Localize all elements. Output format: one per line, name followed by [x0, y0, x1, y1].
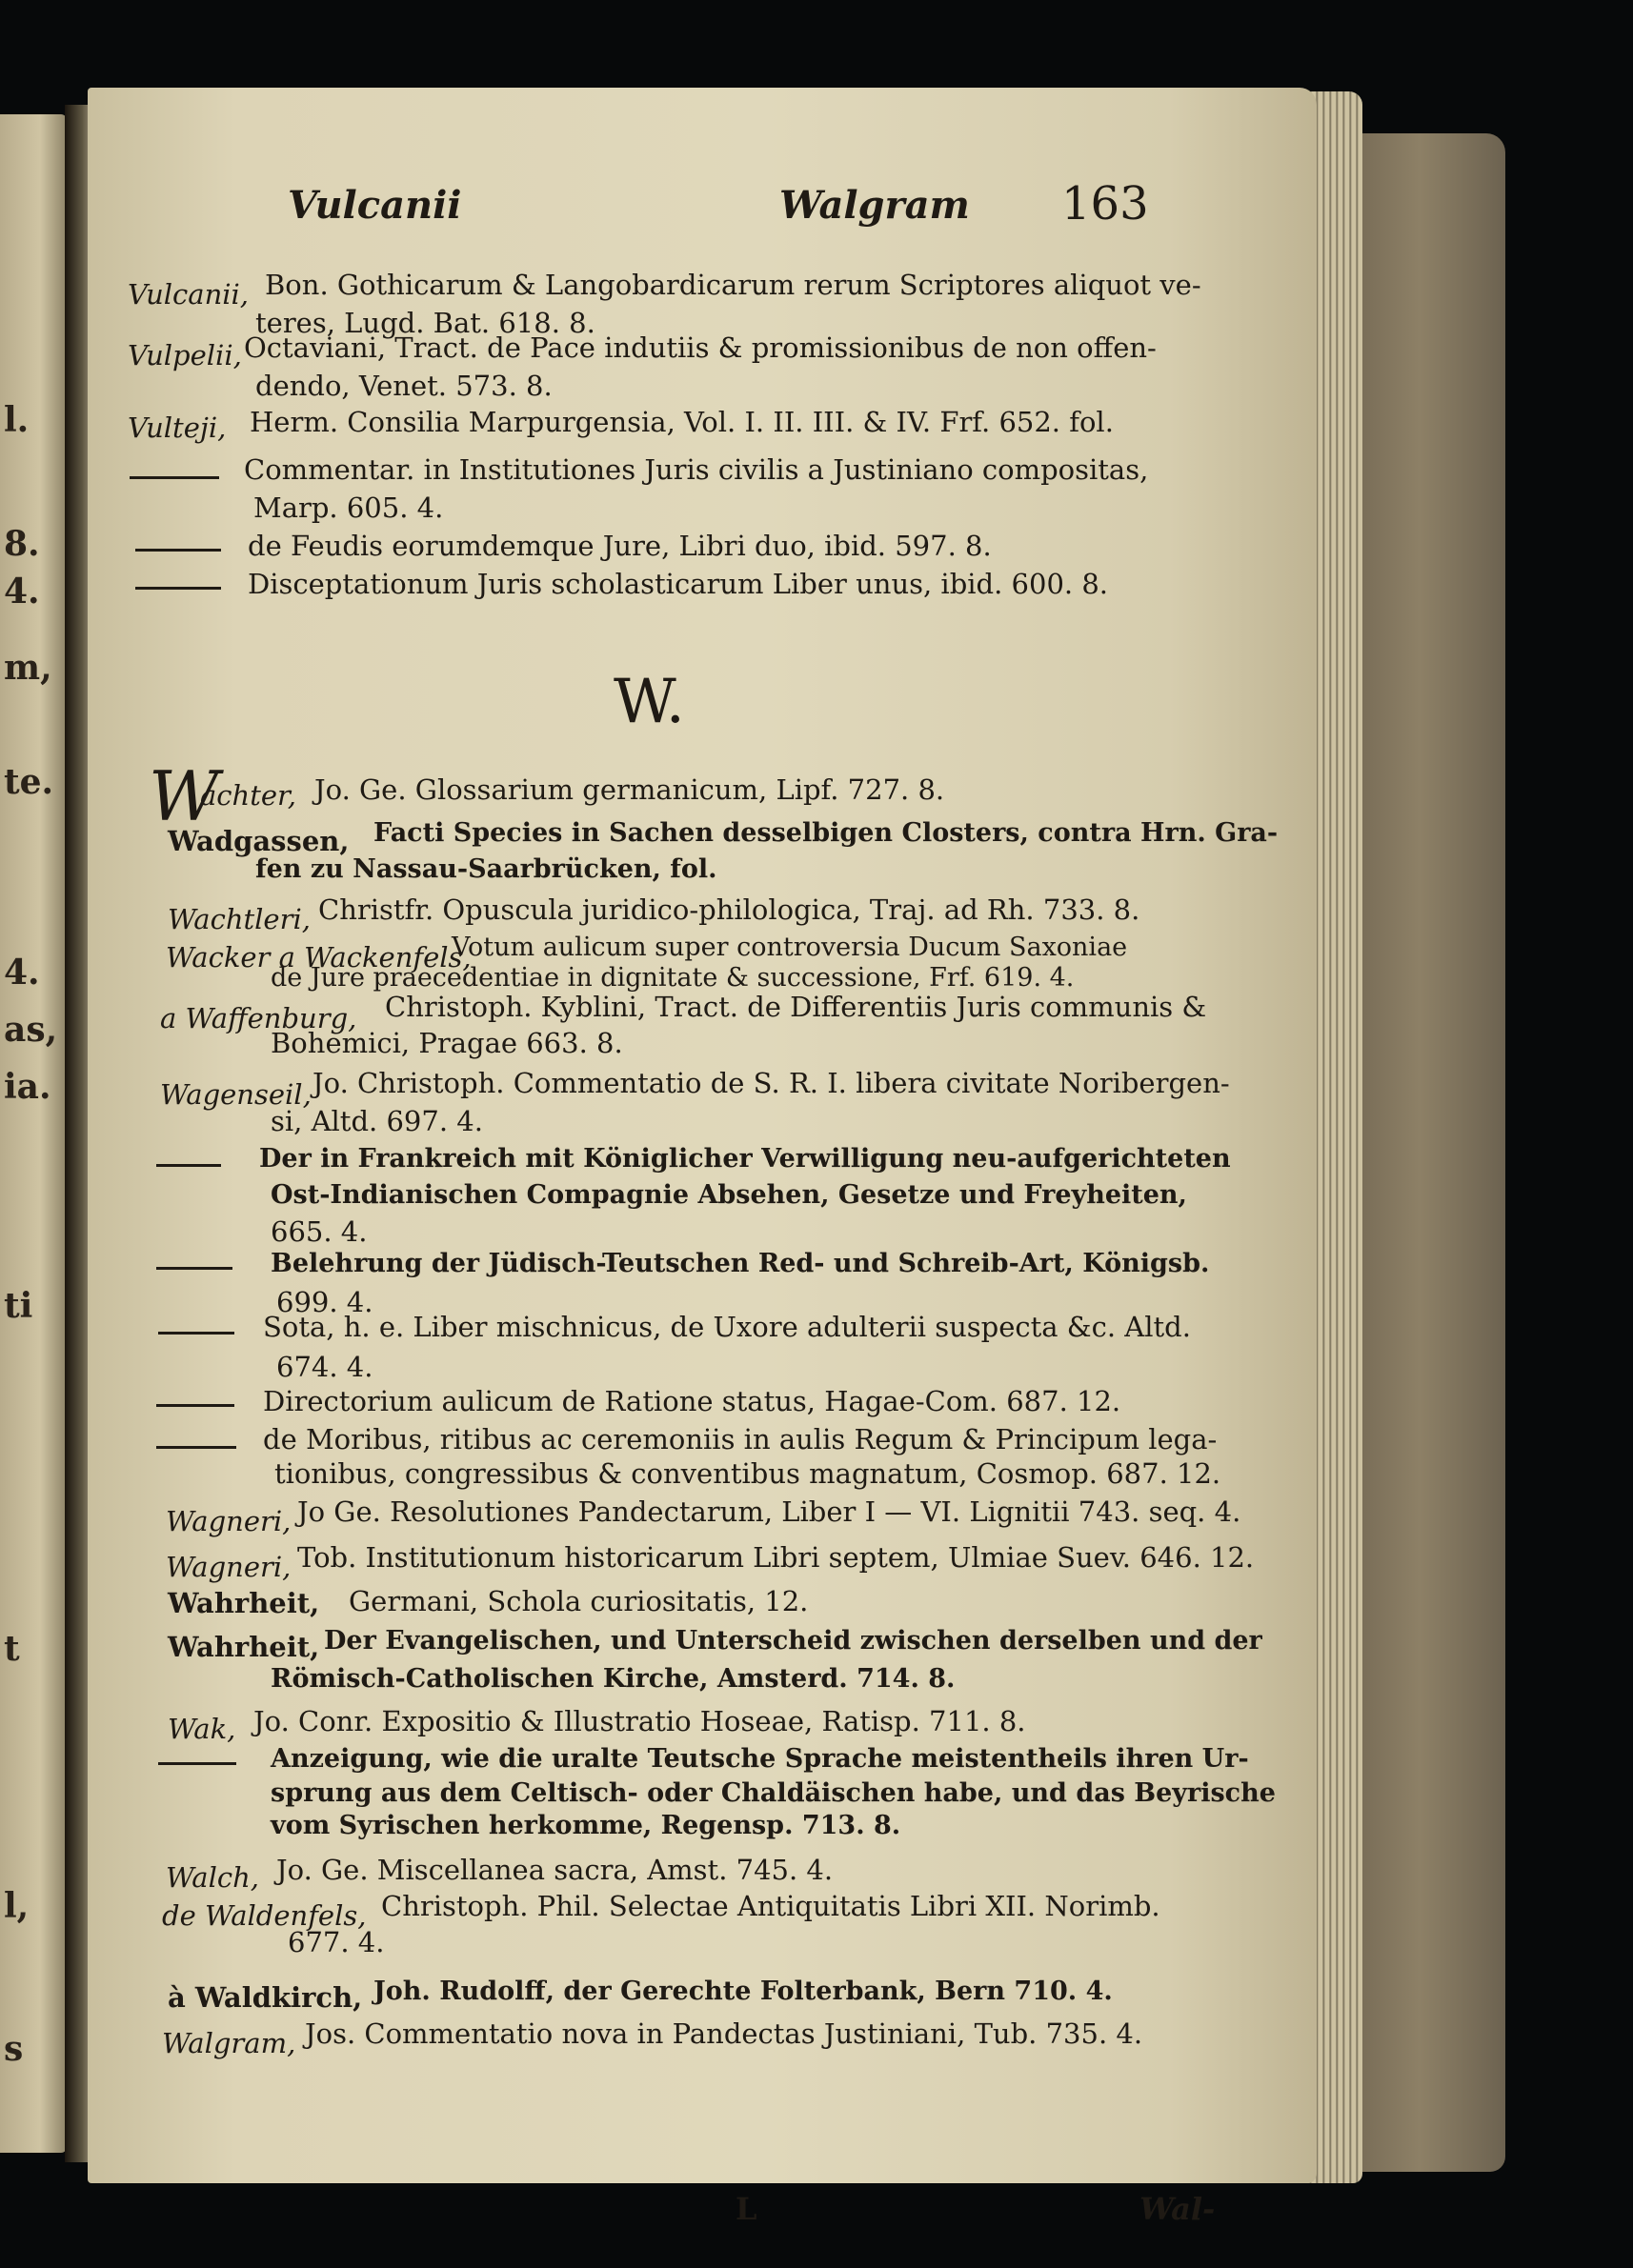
left-fragment: te. — [4, 762, 54, 802]
entry-line: Jo. Ge. Miscellanea sacra, Amst. 745. 4. — [276, 1854, 834, 1886]
left-fragment: as, — [4, 1010, 58, 1050]
entry-line: Christoph. Phil. Selectae Antiquitatis Libri XII. Norimb. — [381, 1890, 1160, 1922]
left-fragment: l. — [4, 400, 30, 440]
entry-line: Disceptationum Juris scholasticarum Liber unus, ibid. 600. 8. — [248, 568, 1109, 600]
catchword: Wal- — [1139, 2191, 1216, 2227]
entry-head: à Waldkirch, — [168, 1981, 363, 2014]
entry-line: Jo. Christoph. Commentatio de S. R. I. libera civitate Noribergen- — [312, 1067, 1230, 1099]
entry-line: Jo Ge. Resolutiones Pandectarum, Liber I — VI. Lignitii 743. seq. 4. — [297, 1495, 1241, 1528]
entry-line: de Jure praecedentiae in dignitate & successione, Frf. 619. 4. — [271, 963, 1075, 993]
entry-head: a Waffenburg, — [160, 1002, 357, 1034]
left-fragment: m, — [4, 648, 52, 688]
entry-line: Facti Species in Sachen desselbigen Closters, contra Hrn. Gra- — [373, 818, 1279, 848]
entry-head: Vulcanii, — [128, 278, 250, 311]
running-head-left: Vulcanii — [288, 183, 462, 228]
entry-line: 699. 4. — [276, 1286, 373, 1318]
left-fragment: ia. — [4, 1067, 51, 1107]
entry-head: Vulteji, — [128, 411, 227, 444]
entry-line: Joh. Rudolff, der Gerechte Folterbank, Bern 710. 4. — [373, 1977, 1113, 2006]
entry-line: Belehrung der Jüdisch-Teutschen Red- und Schreib-Art, Königsb. — [271, 1249, 1210, 1278]
entry-line: Christoph. Kyblini, Tract. de Differentiis Juris communis & — [385, 991, 1207, 1023]
entry-head: Wadgassen, — [168, 825, 350, 857]
entry-line: de Feudis eorumdemque Jure, Libri duo, ibid. 597. 8. — [248, 530, 992, 562]
entry-line: Der Evangelischen, und Unterscheid zwischen derselben und der — [324, 1626, 1262, 1656]
entry-line: si, Altd. 697. 4. — [271, 1105, 483, 1137]
entry-line: Sota, h. e. Liber mischnicus, de Uxore adulterii suspecta &c. Altd. — [263, 1311, 1191, 1343]
entry-line: Der in Frankreich mit Königlicher Verwilligung neu-aufgerichteten — [259, 1144, 1231, 1174]
ditto-dash — [156, 1404, 234, 1407]
entry-head: achter, — [200, 779, 296, 812]
entry-line: 665. 4. — [271, 1215, 368, 1248]
left-fragment: 8. — [4, 524, 40, 564]
ditto-dash — [158, 1332, 234, 1335]
entry-line: 677. 4. — [288, 1926, 385, 1958]
entry-line: Anzeigung, wie die uralte Teutsche Sprache meistentheils ihren Ur- — [271, 1744, 1249, 1774]
entry-head: de Waldenfels, — [162, 1899, 367, 1932]
entry-line: Römisch-Catholischen Kirche, Amsterd. 714. 8. — [271, 1664, 956, 1694]
entry-head: Wagenseil, — [160, 1078, 312, 1111]
entry-head: Wachtleri, — [168, 903, 311, 935]
entry-line: Marp. 605. 4. — [253, 492, 444, 524]
running-head-center: Walgram — [779, 183, 970, 228]
entry-head: Wacker a Wackenfels, — [166, 941, 472, 973]
entry-line: Octaviani, Tract. de Pace indutiis & promissionibus de non offen- — [244, 331, 1157, 364]
section-letter: W. — [614, 667, 685, 737]
entry-line: Commentar. in Institutiones Juris civilis a Justiniano compositas, — [244, 453, 1149, 486]
entry-line: Jo. Conr. Expositio & Illustratio Hoseae, Ratisp. 711. 8. — [253, 1705, 1026, 1737]
entry-line: tionibus, congressibus & conventibus magnatum, Cosmop. 687. 12. — [274, 1457, 1221, 1490]
entry-line: Votum aulicum super controversia Ducum Saxoniae — [452, 933, 1128, 962]
entry-line: Christfr. Opuscula juridico-philologica, Traj. ad Rh. 733. 8. — [318, 893, 1140, 926]
entry-line: Herm. Consilia Marpurgensia, Vol. I. II. III. & IV. Frf. 652. fol. — [250, 406, 1114, 438]
ditto-dash — [130, 476, 219, 479]
left-fragment: s — [4, 2029, 24, 2069]
ditto-dash — [156, 1446, 236, 1449]
entry-line: Germani, Schola curiositatis, 12. — [349, 1585, 809, 1617]
ditto-dash — [135, 549, 221, 552]
entry-head: Wagneri, — [166, 1551, 292, 1583]
entry-line: Jo. Ge. Glossarium germanicum, Lipf. 727. 8. — [314, 773, 945, 806]
ditto-dash — [135, 587, 221, 590]
entry-line: Bon. Gothicarum & Langobardicarum rerum Scriptores aliquot ve- — [265, 269, 1201, 301]
entry-line: 674. 4. — [276, 1351, 373, 1383]
entry-head: Vulpelii, — [128, 339, 242, 371]
left-fragment: 4. — [4, 953, 40, 993]
ditto-dash — [156, 1164, 221, 1167]
entry-line: Bohemici, Pragae 663. 8. — [271, 1027, 623, 1059]
entry-head: Walgram, — [162, 2027, 296, 2059]
entry-line: de Moribus, ritibus ac ceremoniis in aulis Regum & Principum lega- — [263, 1423, 1218, 1455]
entry-line: Directorium aulicum de Ratione status, Hagae-Com. 687. 12. — [263, 1385, 1121, 1417]
ditto-dash — [158, 1762, 236, 1765]
left-fragment: t — [4, 1629, 20, 1669]
entry-head: Wagneri, — [166, 1505, 292, 1537]
entry-line: Tob. Institutionum historicarum Libri septem, Ulmiae Suev. 646. 12. — [297, 1541, 1255, 1574]
initial-letter: W — [149, 756, 220, 836]
entry-line: sprung aus dem Celtisch- oder Chaldäischen habe, und das Beyrische — [271, 1778, 1276, 1808]
entry-line: Jos. Commentatio nova in Pandectas Justiniani, Tub. 735. 4. — [305, 2017, 1143, 2050]
left-fragment: l, — [4, 1886, 30, 1926]
entry-line: Ost-Indianischen Compagnie Absehen, Gesetze und Freyheiten, — [271, 1180, 1187, 1210]
left-fragment: 4. — [4, 572, 40, 612]
entry-line: vom Syrischen herkomme, Regensp. 713. 8. — [271, 1811, 901, 1840]
left-fragment: ti — [4, 1286, 33, 1326]
entry-line: fen zu Nassau-Saarbrücken, fol. — [255, 854, 717, 884]
entry-head: Wak, — [168, 1713, 236, 1745]
entry-line: dendo, Venet. 573. 8. — [255, 370, 553, 402]
page-number: 163 — [1061, 177, 1149, 231]
entry-head: Wahrheit, — [168, 1587, 320, 1619]
ditto-dash — [156, 1267, 232, 1270]
entry-head: Walch, — [166, 1861, 259, 1894]
entry-line: teres, Lugd. Bat. 618. 8. — [255, 307, 595, 339]
signature-mark: L — [736, 2191, 757, 2227]
entry-head: Wahrheit, — [168, 1631, 320, 1663]
